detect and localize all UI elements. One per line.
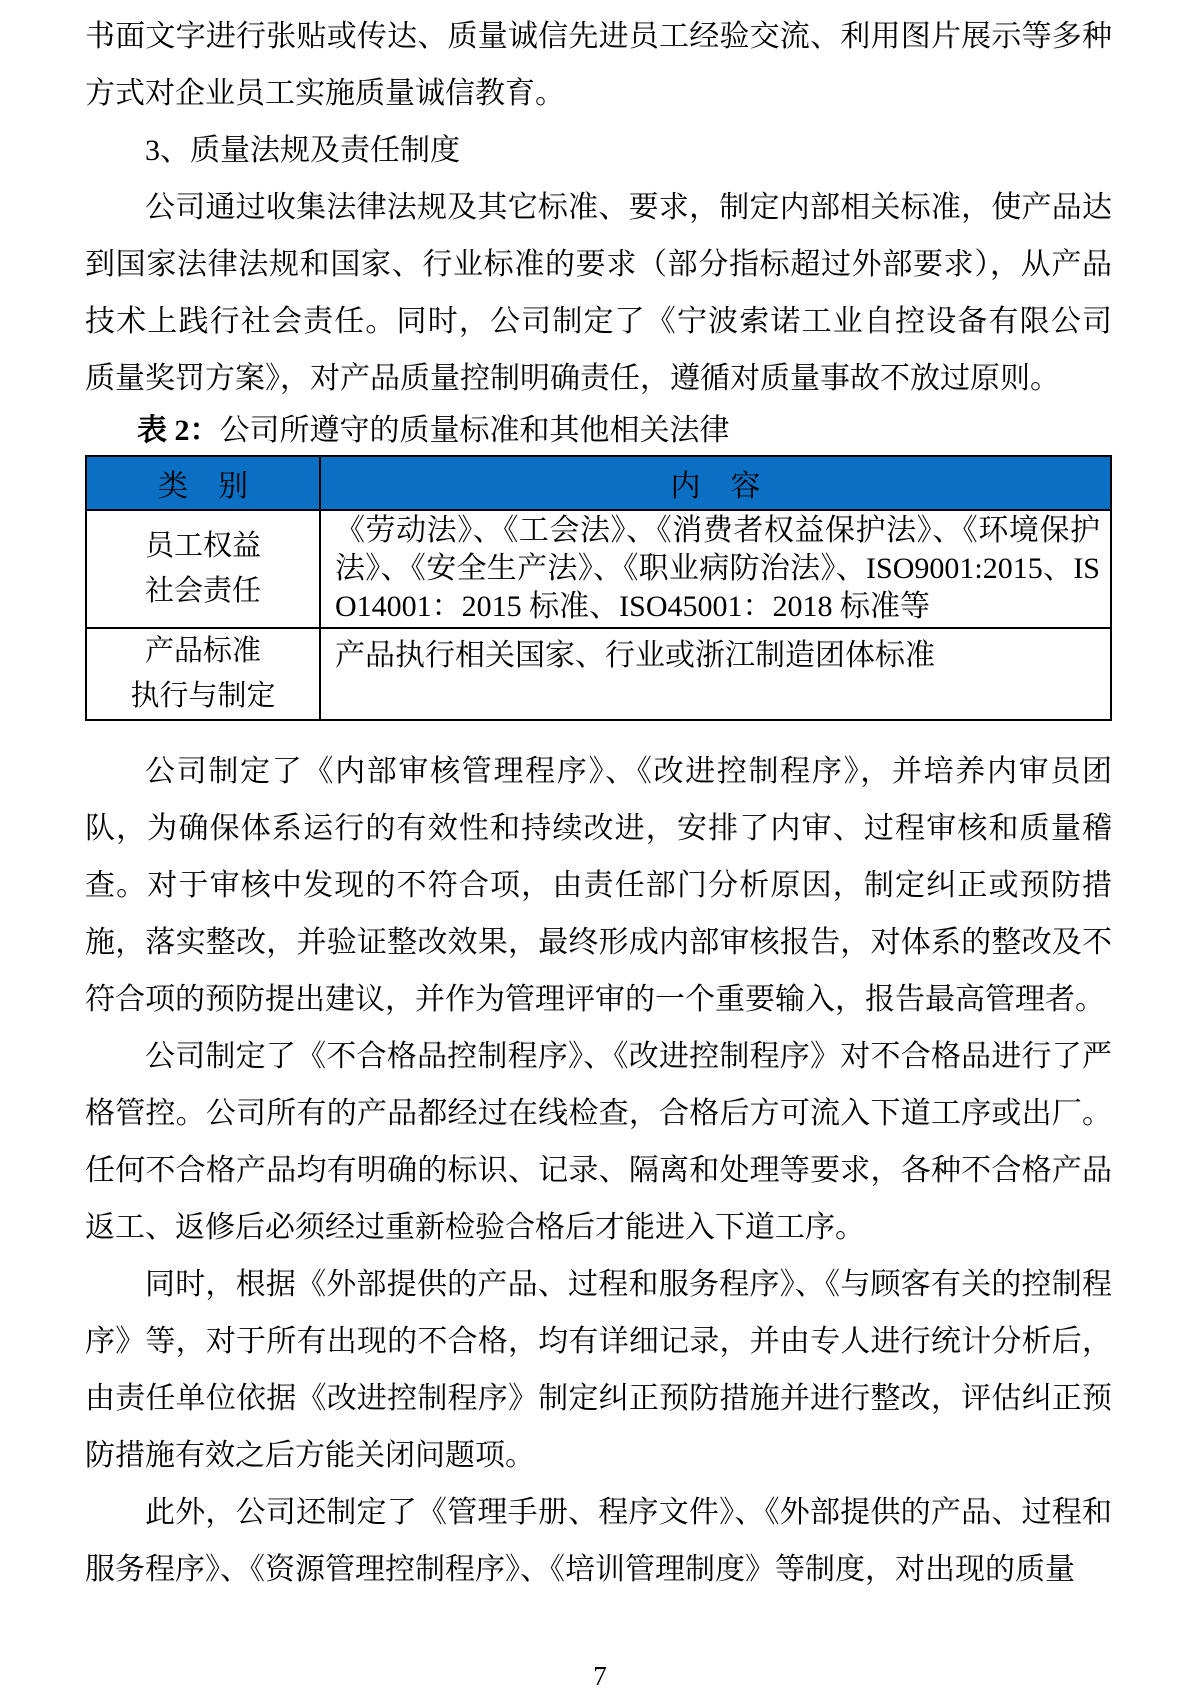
table-header-row — [86, 456, 1111, 510]
category-line: 产品标准 — [144, 635, 261, 667]
paragraph-internal-audit: 公司制定了《内部审核管理程序》、《改进控制程序》，并培养内审员团队，为确保体系运行的有效性和持续改进，安排了内审、过程审核和质量稽查。对于审核中发现的不符合项，由责任部门分析原因，制定纠正或预防措施，落实整改，并验证整改效果，最终形成内部审核报告，对体系的整改及不符合项的预防提出建议，并作为管理评审的一个重要输入，报告最高管理者。 — [85, 755, 1112, 1016]
table-caption — [85, 407, 1112, 455]
section-heading: 3、质量法规及责任制度 — [145, 134, 460, 167]
paragraph-nonconforming-control: 公司制定了《不合格品控制程序》、《改进控制程序》对不合格品进行了严格管控。公司所有的产品都经过在线检查，合格后方可流入下道工序或出厂。任何不合格产品均有明确的标识、记录、隔离和处理等要求，各种不合格产品返工、返修后必须经过重新检验合格后才能进入下道工序。 — [85, 1040, 1112, 1244]
table-caption-number: 表 2： — [137, 414, 220, 447]
category-line: 员工权益 — [144, 530, 261, 562]
paragraph-record-analysis: 同时，根据《外部提供的产品、过程和服务程序》、《与顾客有关的控制程序》等，对于所有出现的不合格，均有详细记录，并由专人进行统计分析后，由责任单位依据《改进控制程序》制定纠正预防措施并进行整改，评估纠正预防措施有效之后方能关闭问题项。 — [85, 1268, 1112, 1472]
paragraph-continuation: 书面文字进行张贴或传达、质量诚信先进员工经验交流、利用图片展示等多种方式对企业员工实施质量诚信教育。 — [85, 20, 1112, 110]
table-cell-category — [86, 628, 320, 720]
table-row — [86, 628, 1111, 720]
category-line: 执行与制定 — [130, 680, 276, 712]
table-cell-content: 《劳动法》、《工会法》、《消费者权益保护法》、《环境保护法》、《安全生产法》、《职业病防治法》、ISO9001:2015、ISO14001：2015 标准、ISO45001：2018 标准等 — [320, 510, 1111, 628]
paragraph-law-regulations: 公司通过收集法律法规及其它标准、要求，制定内部相关标准，使产品达到国家法律法规和国家、行业标准的要求（部分指标超过外部要求），从产品技术上践行社会责任。同时，公司制定了《宁波索诺工业自控设备有限公司 质量奖罚方案》，对产品质量控制明确责任，遵循对质量事故不放过原则。 — [85, 191, 1112, 395]
table-header-category: 类 别 — [86, 456, 320, 510]
page-footer — [0, 1661, 1200, 1691]
table-row — [86, 510, 1111, 628]
standards-table — [85, 455, 1112, 721]
table-header-content: 内 容 — [320, 456, 1111, 510]
page-number: 7 — [593, 1661, 607, 1691]
paragraph-other-procedures: 此外，公司还制定了《管理手册、程序文件》、《外部提供的产品、过程和服务程序》、《资源管理控制程序》、《培训管理制度》等制度，对出现的质量 — [85, 1496, 1112, 1586]
category-line: 社会责任 — [144, 575, 261, 607]
table-cell-content: 产品执行相关国家、行业或浙江制造团体标准 — [320, 628, 1111, 720]
table-cell-category — [86, 510, 320, 628]
table-caption-title: 公司所遵守的质量标准和其他相关法律 — [219, 414, 730, 447]
